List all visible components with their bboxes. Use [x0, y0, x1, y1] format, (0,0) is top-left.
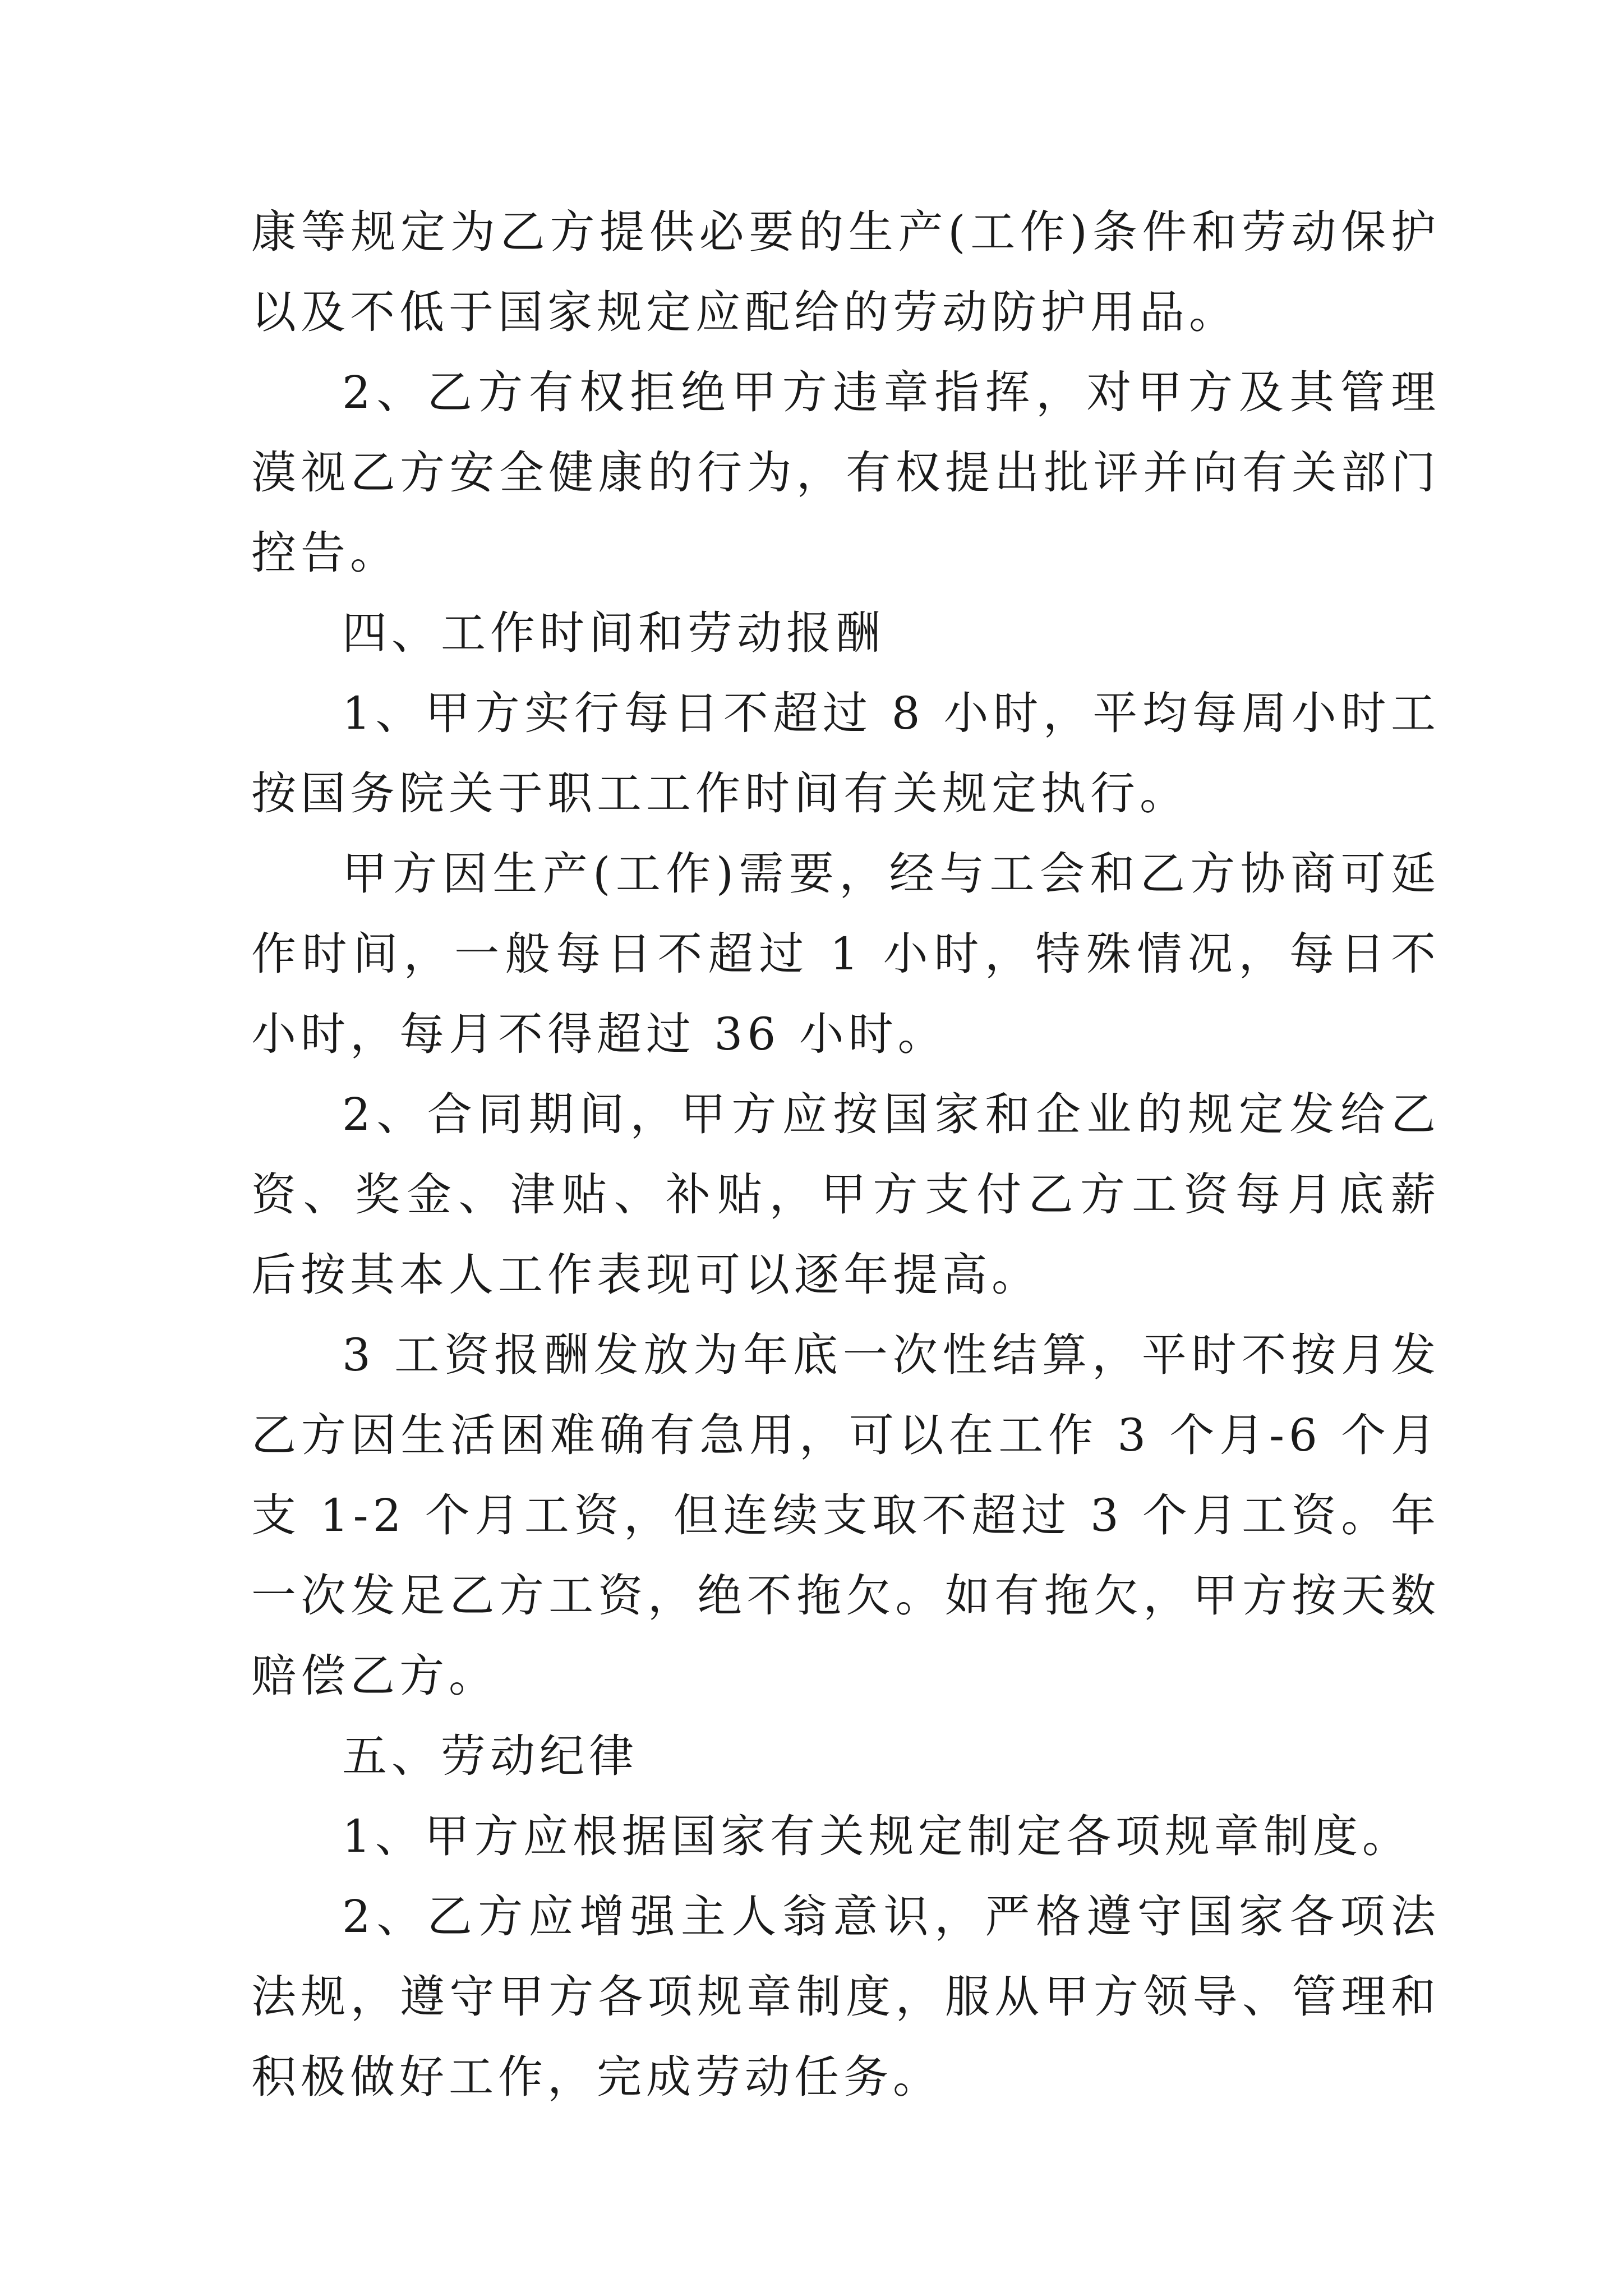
text-line: 小时，每月不得超过 36 小时。	[251, 1008, 947, 1060]
section-heading: 五、劳动纪律	[342, 1730, 638, 1782]
text-line: 2、乙方应增强主人翁意识，严格遵守国家各项法	[342, 1890, 1440, 1943]
text-line: 2、合同期间，甲方应按国家和企业的规定发给乙	[342, 1088, 1440, 1140]
text-line: 按国务院关于职工工作时间有关规定执行。	[251, 767, 1189, 820]
text-line: 甲方因生产(工作)需要，经与工会和乙方协商可延	[342, 848, 1440, 900]
text-line: 3 工资报酬发放为年底一次性结算，平时不按月发	[342, 1329, 1440, 1381]
text-line: 乙方因生活困难确有急用，可以在工作 3 个月-6 个月	[251, 1409, 1440, 1461]
text-line: 康等规定为乙方提供必要的生产(工作)条件和劳动保护	[251, 206, 1440, 258]
text-line: 1、甲方实行每日不超过 8 小时，平均每周小时工	[342, 687, 1440, 739]
text-line: 漠视乙方安全健康的行为，有权提出批评并向有关部门	[251, 447, 1440, 499]
text-line: 赔偿乙方。	[251, 1650, 498, 1702]
text-line: 积极做好工作，完成劳动任务。	[251, 2051, 942, 2103]
text-line: 1、甲方应根据国家有关规定制定各项规章制度。	[342, 1810, 1412, 1862]
text-line: 一次发足乙方工资，绝不拖欠。如有拖欠，甲方按天数	[251, 1570, 1440, 1622]
text-line: 资、奖金、津贴、补贴，甲方支付乙方工资每月底薪	[251, 1168, 1440, 1221]
text-line: 控告。	[251, 527, 399, 579]
text-line: 2、乙方有权拒绝甲方违章指挥，对甲方及其管理	[342, 366, 1440, 418]
text-line: 支 1-2 个月工资，但连续支取不超过 3 个月工资。年	[251, 1489, 1440, 1542]
text-line: 法规，遵守甲方各项规章制度，服从甲方领导、管理和	[251, 1971, 1440, 2023]
text-line: 后按其本人工作表现可以逐年提高。	[251, 1249, 1041, 1301]
document-body	[251, 192, 1440, 2117]
text-line: 作时间，一般每日不超过 1 小时，特殊情况，每日不	[251, 928, 1440, 980]
text-line: 以及不低于国家规定应配给的劳动防护用品。	[251, 286, 1238, 338]
section-heading: 四、工作时间和劳动报酬	[342, 607, 885, 659]
